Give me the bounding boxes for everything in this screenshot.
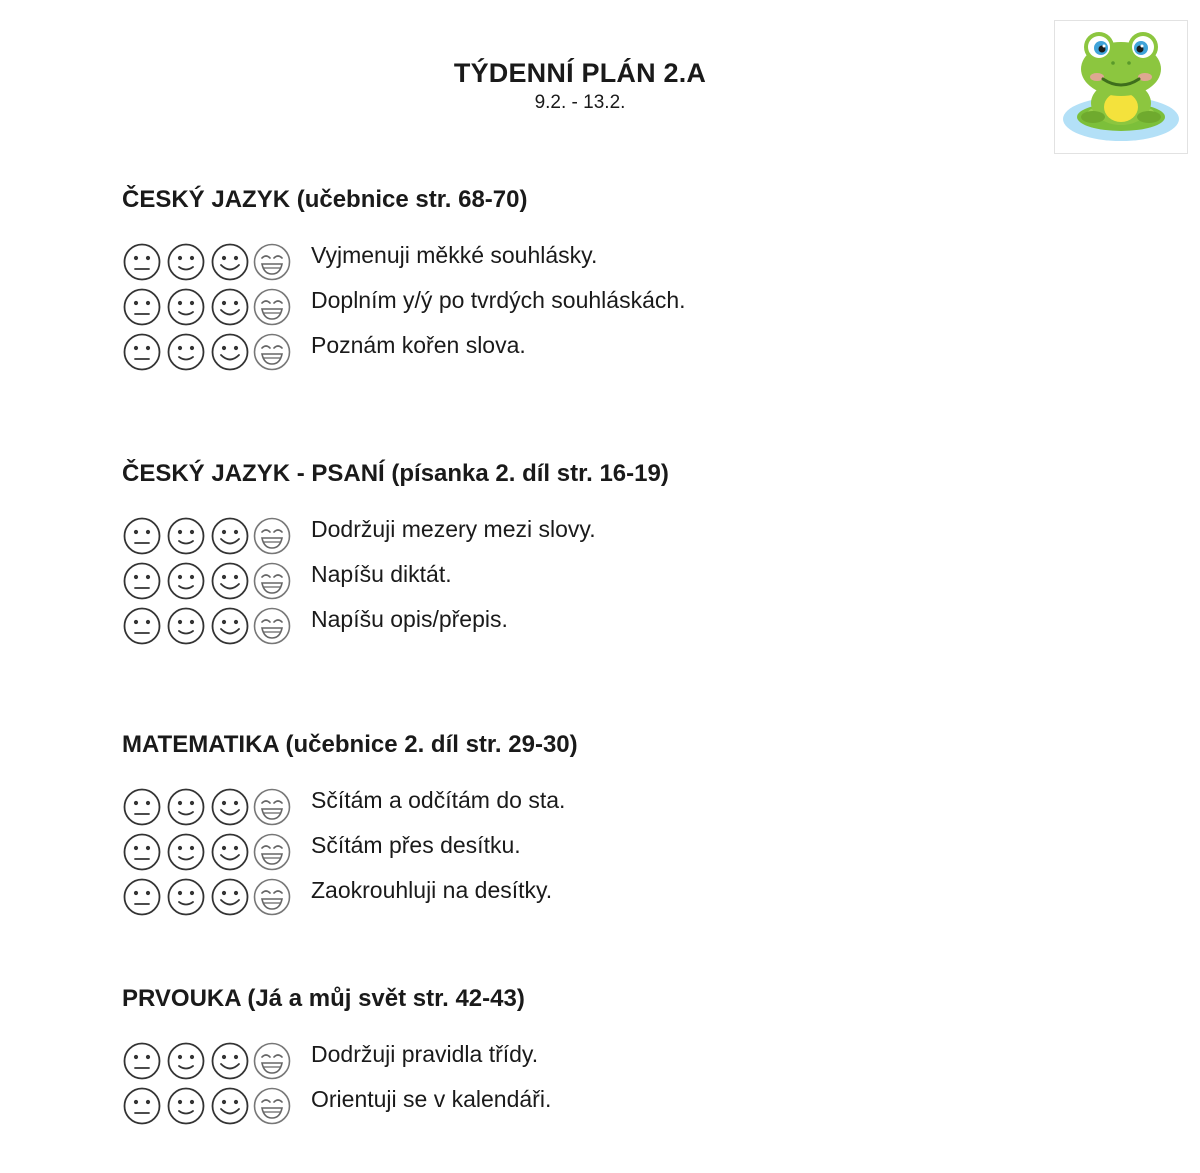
self-assessment-faces xyxy=(122,561,292,601)
self-assessment-faces xyxy=(122,242,292,282)
neutral-face-icon xyxy=(122,1086,162,1126)
neutral-face-icon xyxy=(122,242,162,282)
subject-section xyxy=(122,985,552,1131)
neutral-face-icon xyxy=(122,516,162,556)
goal-item xyxy=(122,561,669,606)
goal-text: Zaokrouhluji na desítky. xyxy=(311,877,553,903)
laughing-face-icon xyxy=(252,287,292,327)
smile-face-icon xyxy=(210,877,250,917)
self-assessment-faces xyxy=(122,332,292,372)
goal-text: Sčítám a odčítám do sta. xyxy=(311,787,566,813)
slight-smile-face-icon xyxy=(166,877,206,917)
goal-text: Napíšu diktát. xyxy=(311,561,452,587)
goal-item xyxy=(122,606,669,651)
goal-item xyxy=(122,832,578,877)
self-assessment-faces xyxy=(122,1086,292,1126)
neutral-face-icon xyxy=(122,877,162,917)
self-assessment-faces xyxy=(122,787,292,827)
subject-section xyxy=(122,186,686,377)
laughing-face-icon xyxy=(252,832,292,872)
neutral-face-icon xyxy=(122,561,162,601)
laughing-face-icon xyxy=(252,787,292,827)
neutral-face-icon xyxy=(122,832,162,872)
self-assessment-faces xyxy=(122,606,292,646)
slight-smile-face-icon xyxy=(166,242,206,282)
smile-face-icon xyxy=(210,516,250,556)
smile-face-icon xyxy=(210,1086,250,1126)
laughing-face-icon xyxy=(252,561,292,601)
goal-list xyxy=(122,242,686,377)
frog-on-lily-pad-icon xyxy=(1055,21,1187,153)
subject-section xyxy=(122,731,578,922)
goal-item xyxy=(122,516,669,561)
smile-face-icon xyxy=(210,242,250,282)
laughing-face-icon xyxy=(252,606,292,646)
neutral-face-icon xyxy=(122,1041,162,1081)
goal-item xyxy=(122,1041,539,1086)
frog-logo xyxy=(1054,20,1188,154)
laughing-face-icon xyxy=(252,516,292,556)
slight-smile-face-icon xyxy=(166,516,206,556)
neutral-face-icon xyxy=(122,332,162,372)
goal-text: Orientuji se v kalendáři. xyxy=(311,1086,552,1112)
laughing-face-icon xyxy=(252,1086,292,1126)
goal-item xyxy=(122,287,686,332)
self-assessment-faces xyxy=(122,1041,292,1081)
goal-text: Doplním y/ý po tvrdých souhláskách. xyxy=(311,287,686,313)
smile-face-icon xyxy=(210,287,250,327)
smile-face-icon xyxy=(210,561,250,601)
self-assessment-faces xyxy=(122,287,292,327)
goal-text: Vyjmenuji měkké souhlásky. xyxy=(311,242,598,268)
smile-face-icon xyxy=(210,606,250,646)
goal-text: Dodržuji pravidla třídy. xyxy=(311,1041,539,1067)
neutral-face-icon xyxy=(122,287,162,327)
goal-list xyxy=(122,516,669,651)
section-heading: MATEMATIKA (učebnice 2. díl str. 29-30) xyxy=(122,731,578,758)
goal-text: Poznám kořen slova. xyxy=(311,332,526,358)
smile-face-icon xyxy=(210,332,250,372)
goal-text: Sčítám přes desítku. xyxy=(311,832,521,858)
subject-section xyxy=(122,460,669,651)
smile-face-icon xyxy=(210,787,250,827)
laughing-face-icon xyxy=(252,332,292,372)
goal-item xyxy=(122,787,578,832)
slight-smile-face-icon xyxy=(166,1041,206,1081)
slight-smile-face-icon xyxy=(166,287,206,327)
date-range: 9.2. - 13.2. xyxy=(534,92,626,113)
self-assessment-faces xyxy=(122,877,292,917)
goal-list xyxy=(122,1041,552,1131)
self-assessment-faces xyxy=(122,516,292,556)
goal-item xyxy=(122,332,527,377)
goal-list xyxy=(122,787,578,922)
laughing-face-icon xyxy=(252,877,292,917)
goal-item xyxy=(122,877,578,922)
goal-text: Napíšu opis/přepis. xyxy=(311,606,508,632)
slight-smile-face-icon xyxy=(166,332,206,372)
smile-face-icon xyxy=(210,1041,250,1081)
slight-smile-face-icon xyxy=(166,606,206,646)
neutral-face-icon xyxy=(122,787,162,827)
slight-smile-face-icon xyxy=(166,832,206,872)
slight-smile-face-icon xyxy=(166,787,206,827)
section-heading: PRVOUKA (Já a můj svět str. 42-43) xyxy=(122,985,525,1012)
smile-face-icon xyxy=(210,832,250,872)
self-assessment-faces xyxy=(122,832,292,872)
laughing-face-icon xyxy=(252,1041,292,1081)
page-title: TÝDENNÍ PLÁN 2.A xyxy=(453,58,707,88)
laughing-face-icon xyxy=(252,242,292,282)
slight-smile-face-icon xyxy=(166,1086,206,1126)
section-heading: ČESKÝ JAZYK - PSANÍ (písanka 2. díl str. 16-19) xyxy=(122,460,669,487)
goal-item xyxy=(122,242,598,287)
slight-smile-face-icon xyxy=(166,561,206,601)
goal-text: Dodržuji mezery mezi slovy. xyxy=(311,516,596,542)
section-heading: ČESKÝ JAZYK (učebnice str. 68-70) xyxy=(122,186,528,213)
page-header xyxy=(0,58,1160,114)
goal-item xyxy=(122,1086,552,1131)
neutral-face-icon xyxy=(122,606,162,646)
